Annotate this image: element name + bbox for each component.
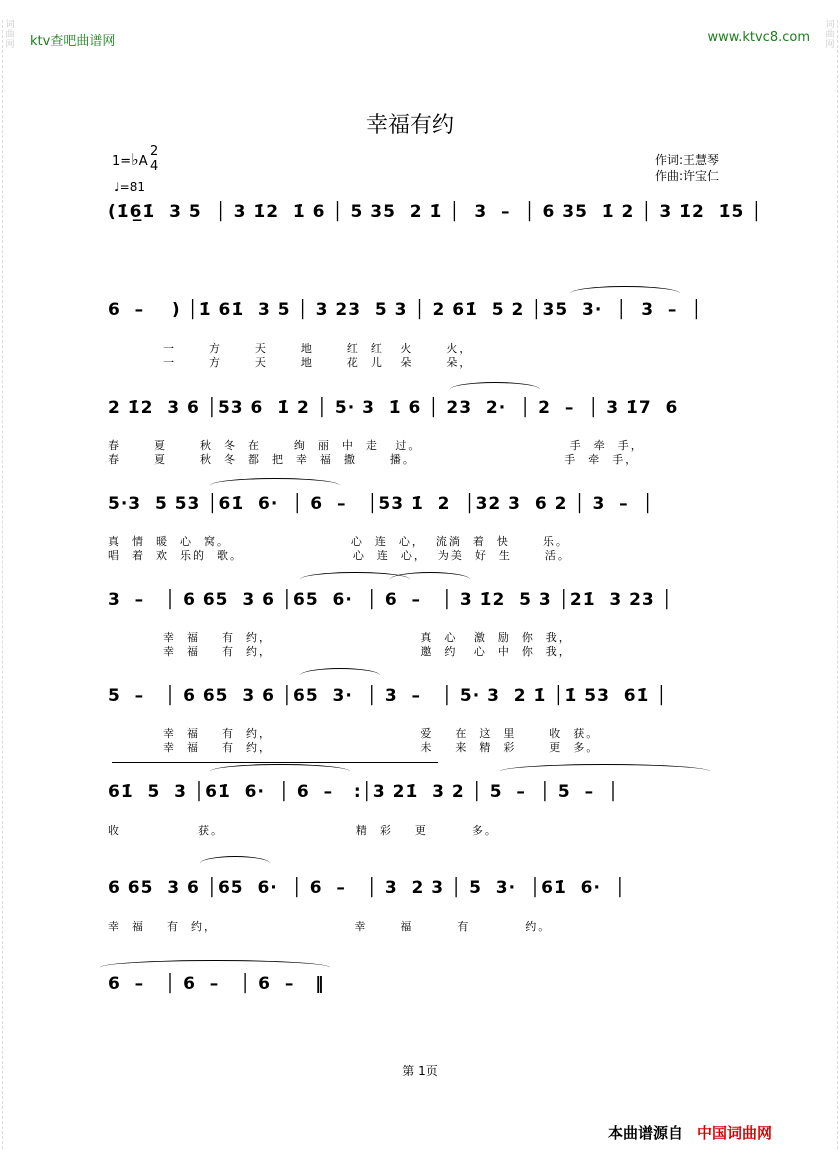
score-row-9-notes: 6 – │ 6 – │ 6 – ‖ [108,974,325,994]
score-row-7-notes: 61̇ 5 3 │61̇ 6· │ 6 – :│3 21̇ 3 2 │ 5 – │ 5 – │ [108,782,620,802]
score-row-6-lyric-2: 幸 福 有 约， 未 来 精 彩 更 多。 [108,741,600,754]
page-number: 第 1页 [402,1064,438,1078]
credits [655,152,719,184]
score-row-6-lyric-1: 幸 福 有 约， 爱 在 这 里 收 获。 [108,727,600,740]
score-row-5-lyric-1: 幸 福 有 约， 真 心 激 励 你 我， [108,631,572,644]
time-top: 2 [150,144,159,159]
key-note: A [138,154,148,169]
slur-arc [300,668,380,683]
time-signature [150,144,158,174]
side-watermark-right [823,20,838,1149]
slur-arc [500,764,710,779]
score-row-4-lyric-1: 真 情 暖 心 窝。 心 连 心， 流淌 着 快 乐。 [108,535,569,548]
score-row-5-lyric-2: 幸 福 有 约， 邀 约 心 中 你 我， [108,645,572,658]
key-label: 1= [112,154,132,169]
time-bottom: 4 [150,159,159,174]
score-row-6-notes: 5 – │ 6 65 3 6 │65 3· │ 3 – │ 5· 3 2 1̇ │1̇ 53 61̇ │ [108,686,668,706]
source-credit [608,1122,772,1143]
slur-arc [100,960,330,975]
score-row-3-notes: 2 1̇2 3 6 │53 6 1̇ 2 │ 5· 3 1̇ 6 │ 23 2· │ 2 – │ 3 1̇7 6 [108,398,679,418]
score-row-2-lyric-2: 一 方 天 地 花 儿 朵 朵， [108,356,473,369]
site-name-left[interactable]: ktv查吧曲谱网 [30,34,116,49]
side-watermark-text: 词曲网 [5,20,15,50]
side-watermark-text: 词曲网 [825,20,835,50]
tempo-marking [114,180,145,194]
song-title: 幸福有约 [365,113,454,138]
score-row-1-notes: (1̇6̲1̇ 3 5 │ 3 1̇2 1̇ 6 │ 5 35 2 1̇ │ 3 – │ 6 35 1̇ 2 │ 3 1̇2 1̇5 │ [108,202,763,222]
volta-bracket [112,762,438,763]
score-row-4-lyric-2: 唱 着 欢 乐的 歌。 心 连 心， 为美 好 生 活。 [108,549,571,562]
score-row-4-notes: 5·3 5 53 │61̇ 6· │ 6 – │53 1̇ 2 │32 3 6 2 │ 3 – │ [108,494,654,514]
source-label: 本曲谱源自 [608,1124,684,1142]
slur-arc [390,572,470,587]
slur-arc [210,764,350,779]
score-row-8-notes: 6 65 3 6 │65 6· │ 6 – │ 3 2 3 │ 5 3· │61̇ 6· │ [108,878,627,898]
score-row-2-lyric-1: 一 方 天 地 红 红 火 火， [108,342,473,355]
score-row-5-notes: 3 – │ 6 65 3 6 │65 6· │ 6 – │ 3 1̇2 5 3 │21̇ 3 23 │ [108,590,673,610]
score-row-3-lyric-2: 春 夏 秋 冬 都 把 幸 福 撒 播。 手 牵 手， [108,453,639,466]
side-watermark-left [2,20,17,1149]
score-row-3-lyric-1: 春 夏 秋 冬 在 绚 丽 中 走 过。 手 牵 手， [108,439,644,452]
tempo-value: =81 [119,180,145,194]
slur-arc [450,382,540,397]
slur-arc [570,286,680,301]
source-site-link[interactable]: 中国词曲网 [697,1124,773,1142]
key-signature [112,150,148,169]
quarter-note-icon: ♩ [114,180,120,194]
flat-icon: ♭ [131,150,139,169]
score-row-2-notes: 6 – ) │1̇ 61̇ 3 5 │ 3 23 5 3 │ 2 61̇ 5 2 │35 3· │ 3 – │ [108,300,703,320]
site-url-right[interactable]: www.ktvc8.com [707,30,810,45]
lyricist: 作词:王慧琴 [655,153,720,167]
score-row-7-lyric-1: 收 获。 精 彩 更 多。 [108,824,498,837]
slur-arc [210,478,340,493]
slur-arc [200,856,270,871]
composer: 作曲:许宝仁 [655,169,720,183]
score-row-8-lyric-1: 幸 福 有 约， 幸 福 有 约。 [108,920,552,933]
